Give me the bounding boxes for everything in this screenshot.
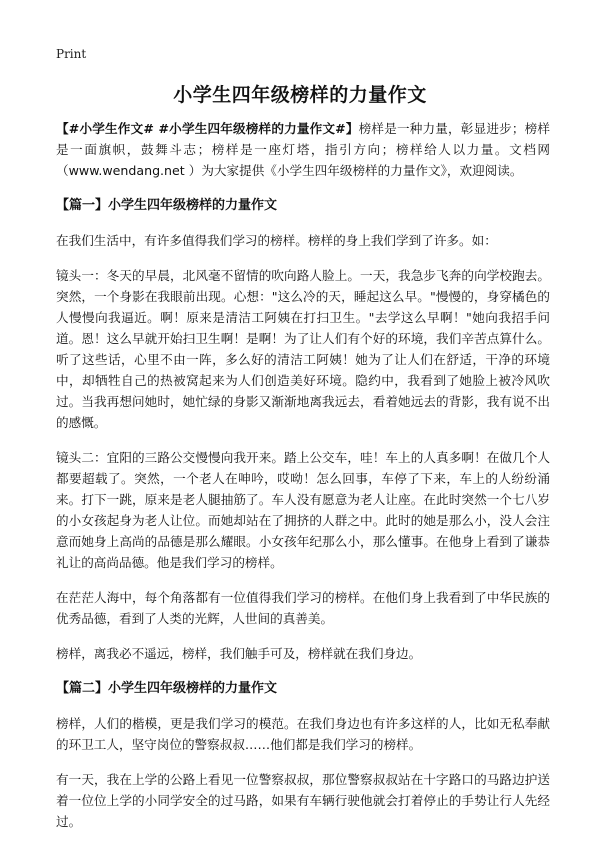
- paragraph: 榜样，离我必不遥远，榜样，我们触手可及，榜样就在我们身边。: [56, 646, 422, 661]
- paragraph: 榜样，人们的楷模，更是我们学习的模范。在我们身边也有许多这样的人，比如无私奉献的环卫工人，坚守岗位的警察叔叔……他们都是我们学习的榜样。: [56, 716, 550, 752]
- intro-text: 榜样是一种力量，彰显进步；榜样是一面旗帜，鼓舞斗志；榜样是一座灯塔，指引方向；榜样给人以力量。文档网（www.wendang.net ）为大家提供《小学生四年级榜样的力量作文》，欢迎阅读。: [56, 121, 551, 178]
- intro-paragraph: [56, 118, 550, 181]
- paragraph: 镜头二：宜阳的三路公交慢慢向我开来。踏上公交车，哇！车上的人真多啊！在做几个人都要超载了。突然，一个老人在呻吟，哎呦！怎么回事，车停了下来，车上的人纷纷涌来。打下一跳，原来是老人腿抽筋了。车人没有愿意为老人让座。在此时突然一个七八岁的小女孩起身为老人让位。而她却站在了拥挤的人群之中。此时的她是那么小，没人会注意而她身上高尚的品德是那么耀眼。小女孩年纪那么小，那么懂事。在他身上看到了谦恭礼让的高尚品德。他是我们学习的榜样。: [56, 450, 550, 570]
- paragraph: 有一天，我在上学的公路上看见一位警察叔叔，那位警察叔叔站在十字路口的马路边护送着一位位上学的小同学安全的过马路，如果有车辆行驶他就会打着停止的手势让行人先经过。: [56, 772, 550, 829]
- page-title: 小学生四年级榜样的力量作文: [173, 84, 427, 106]
- section-heading-1: 【篇一】小学生四年级榜样的力量作文: [56, 198, 278, 213]
- print-link[interactable]: Print: [56, 47, 87, 61]
- section-heading-2: 【篇二】小学生四年级榜样的力量作文: [56, 681, 278, 696]
- article-body: [56, 118, 550, 846]
- paragraph: 在茫茫人海中，每个角落都有一位值得我们学习的榜样。在他们身上我看到了中华民族的优秀品德，看到了人类的光辉，人世间的真善美。: [56, 590, 550, 626]
- paragraph: 在我们生活中，有许多值得我们学习的榜样。榜样的身上我们学到了许多。如：: [56, 233, 497, 248]
- paragraph: 镜头一：冬天的早晨，北风毫不留情的吹向路人脸上。一天，我急步飞奔的向学校跑去。突然，一个身影在我眼前出现。心想："这么冷的天，睡起这么早。"慢慢的，身穿橘色的人慢慢向我逼近。啊！原来是清洁工阿姨在打扫卫生。"去学这么早啊！"她向我招手问道。恩！这么早就开始扫卫生啊！是啊！为了让人们有个好的环境，我们辛苦点算什么。听了这些话，心里不由一阵，多么好的清洁工阿姨！她为了让人们在舒适，干净的环境中，却牺牲自己的热被窝起来为人们创造美好环境。隐约中，我看到了她脸上被冷风吹过。当我再想问她时，她忙绿的身影又渐渐地离我远去，看着她远去的背影，我有说不出的感慨。: [56, 268, 550, 430]
- intro-tags: 【#小学生作文# #小学生四年级榜样的力量作文#】: [56, 121, 359, 136]
